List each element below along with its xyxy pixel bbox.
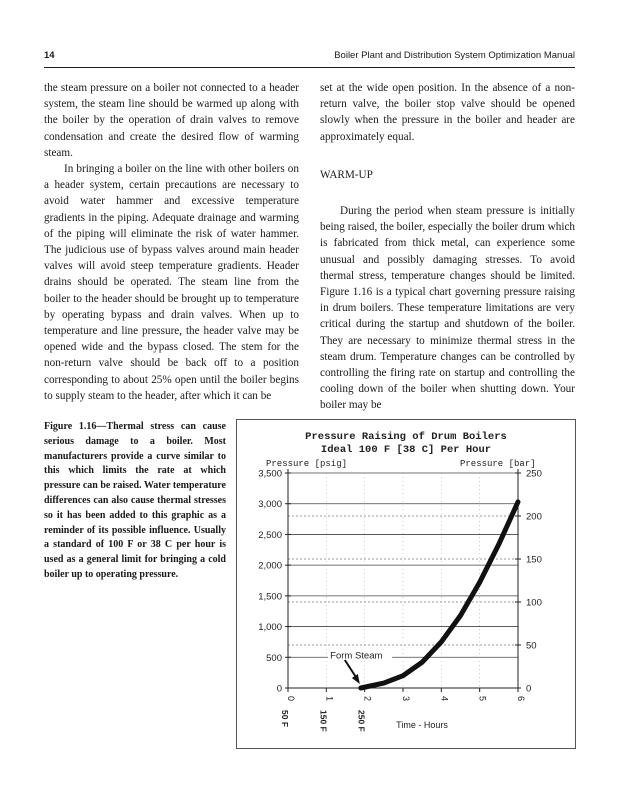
y-tick-label: 0 xyxy=(276,683,282,695)
x-tick-label: 6 xyxy=(516,696,526,702)
y2-tick-label: 50 xyxy=(526,640,537,652)
y2-tick-label: 200 xyxy=(526,511,542,523)
temperature-label: 50 F xyxy=(280,710,290,728)
temperature-label: 150 F xyxy=(318,710,329,732)
y-tick-label: 1,000 xyxy=(258,622,282,634)
right-paragraph-2: During the period when steam pressure is initially being raised, the boiler, especially the boiler drum which is fabricated from thick metal, can experience some unusual and possibly damaging stresses. To avoid thermal stress, temperature changes should be limited. Figure 1.16 is a typical chart governing pressure raising in drum boilers. These temperature limitations are very critical during the startup and shutdown of the boiler. They are necessary to minimize thermal stress in the steam drum. Temperature changes can be controlled by controlling the firing rate on startup and controlling the cooling down of the boiler when shutting down. Your boiler may be xyxy=(320,205,575,412)
chart-subtitle: Ideal 100 F [38 C] Per Hour xyxy=(320,444,492,456)
y-tick-label: 3,500 xyxy=(258,468,282,480)
pressure-chart-svg xyxy=(236,419,576,749)
running-header xyxy=(44,50,575,66)
y-tick-label: 3,000 xyxy=(258,499,282,511)
page-number: 14 xyxy=(44,50,55,61)
y-tick-label: 1,500 xyxy=(258,591,282,603)
y2-tick-label: 250 xyxy=(526,468,542,480)
y-tick-label: 500 xyxy=(266,652,282,664)
pressure-chart xyxy=(236,419,576,749)
annotation-label: Form Steam xyxy=(330,650,383,662)
x-tick-label: 4 xyxy=(439,696,450,702)
x-tick-label: 2 xyxy=(362,696,373,702)
y2-tick-label: 150 xyxy=(526,554,542,566)
chart-title: Pressure Raising of Drum Boilers xyxy=(305,431,507,443)
y-tick-label: 2,000 xyxy=(258,560,282,572)
header-rule xyxy=(44,67,575,68)
temperature-label: 250 F xyxy=(356,710,367,732)
x-tick-label: 0 xyxy=(286,696,296,702)
y2-tick-label: 100 xyxy=(526,597,542,609)
left-paragraph-1: the steam pressure on a boiler not connected to a header system, the steam line should be warmed up along with the boiler by the operation of drain valves to remove condensation and create the desired flow of warming steam. xyxy=(44,82,299,159)
x-tick-label: 1 xyxy=(324,696,335,702)
left-paragraph-2: In bringing a boiler on the line with other boilers on a header system, certain precautions are necessary to avoid water hammer and excessive temperature gradients in the piping. Adequate drainage and warming of the piping will eliminate the risk of water hammer. The judicious use of bypass valves around main header valves will avoid steep temperature gradients. Header drains should be operated. The steam line from the boiler to the header should be brought up to temperature by operating bypass and drain valves. When up to temperature and line pressure, the header valve may be opened wide and the bypass closed. The stem for the non-return valve should be back off to a position corresponding to about 25% open until the boiler begins to supply steam to the header, after which it can be xyxy=(44,163,299,402)
y2-axis-label: Pressure [bar] xyxy=(460,459,536,469)
figure-caption: Figure 1.16—Thermal stress can cause serious damage to a boiler. Most manufacturers provide a curve similar to this which limits the rate at which pressure can be raised. Water temperature differences can also cause thermal stresses so it has been added to this graphic as a reminder of its possible influence. Usually a standard of 100 F or 38 C per hour is used as a general limit for bringing a cold boiler up to operating pressure. xyxy=(44,421,226,580)
right-column xyxy=(320,80,575,414)
y-tick-label: 2,500 xyxy=(258,529,282,541)
x-tick-label: 5 xyxy=(477,696,488,702)
x-axis-label: Time - Hours xyxy=(396,720,448,730)
y2-tick-label: 0 xyxy=(526,683,532,695)
running-title: Boiler Plant and Distribution System Optimization Manual xyxy=(334,50,575,61)
y-axis-label: Pressure [psig] xyxy=(266,459,348,469)
section-heading: WARM-UP xyxy=(320,168,373,181)
left-column xyxy=(44,80,299,404)
right-paragraph-1: set at the wide open position. In the absence of a non-return valve, the boiler stop valve should be opened slowly when the pressure in the boiler and header are approximately equal. xyxy=(320,82,575,143)
x-tick-label: 3 xyxy=(401,696,411,702)
